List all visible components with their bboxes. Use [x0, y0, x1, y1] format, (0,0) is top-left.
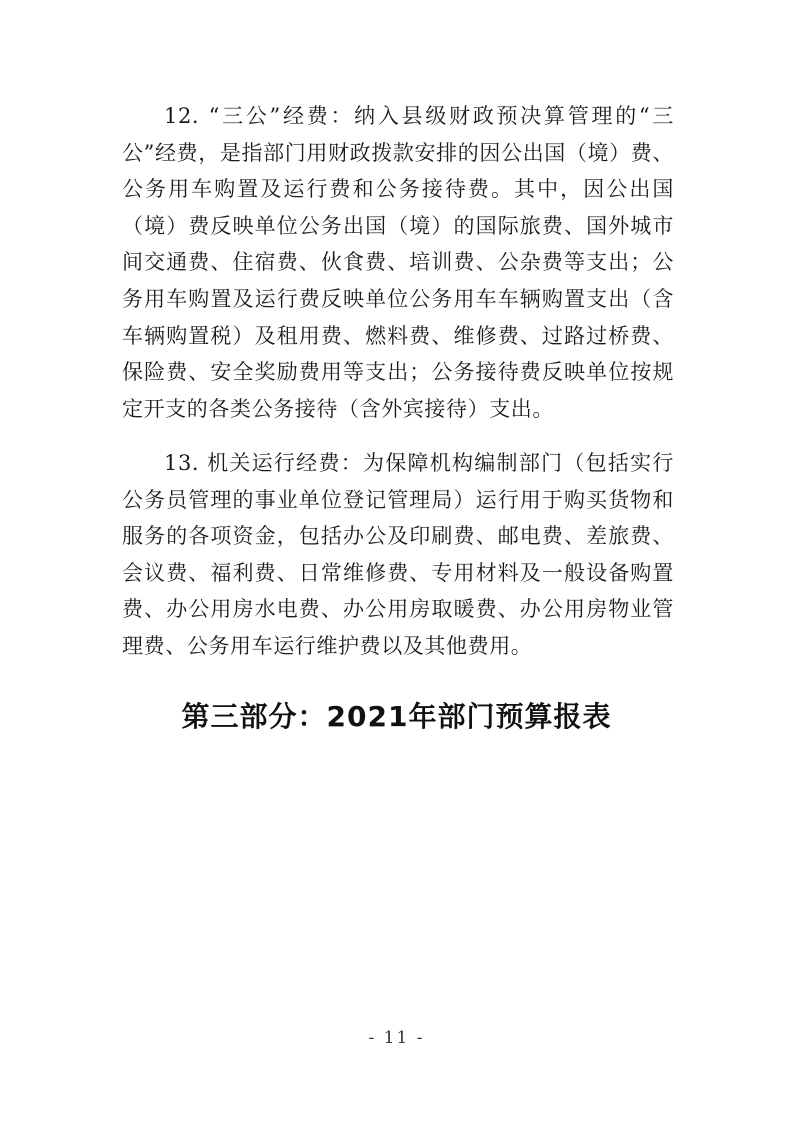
paragraph-agency-operating-expenses: 13. 机关运行经费：为保障机构编制部门（包括实行公务员管理的事业单位登记管理局）运行用于购买货物和服务的各项资金，包括办公及印刷费、邮电费、差旅费、会议费、福利费、日常维修费、专用材料及一般设备购置费、办公用房水电费、办公用房取暖费、办公用房物业管理费、公务用车运行维护费以及其他费用。 — [122, 451, 674, 658]
section-heading: 第三部分：2021年部门预算报表 — [181, 700, 612, 733]
paragraph-three-public-expenses: 12. “三公”经费：纳入县级财政预决算管理的“三公”经费，是指部门用财政拨款安排的因公出国（境）费、公务用车购置及运行费和公务接待费。其中，因公出国（境）费反映单位公务出国（境）的国际旅费、国外城市间交通费、住宿费、伙食费、培训费、公杂费等支出；公务用车购置及运行费反映单位公务用车车辆购置支出（含车辆购置税）及租用费、燃料费、维修费、过路过桥费、保险费、安全奖励费用等支出；公务接待费反映单位按规定开支的各类公务接待（含外宾接待）支出。 — [122, 104, 674, 421]
page-number: - 11 - — [368, 1028, 425, 1048]
